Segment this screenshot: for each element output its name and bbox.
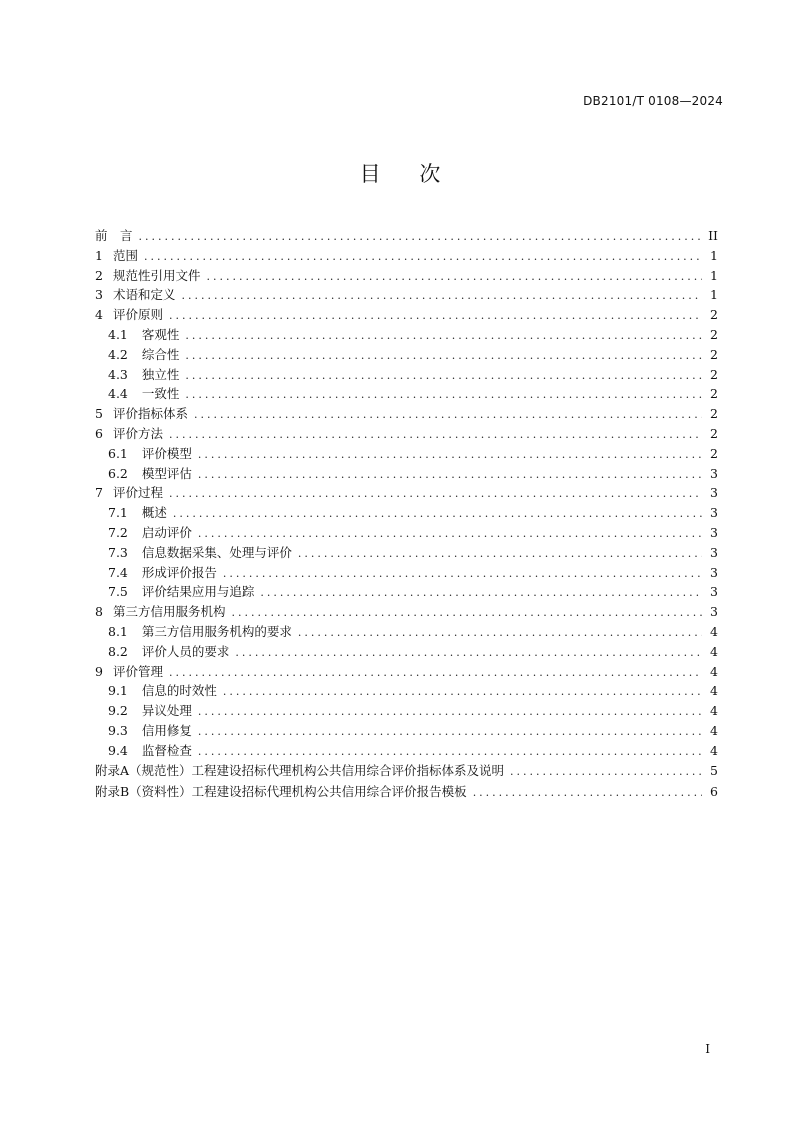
toc-entry-title: 评价结果应用与追踪 <box>141 584 255 600</box>
toc-entry-title: 评价指标体系 <box>112 406 188 422</box>
toc-entry-title: 前 言 <box>95 228 133 243</box>
toc-entry-title: 概述 <box>141 505 167 521</box>
toc-entry-page: 3 <box>710 505 718 521</box>
toc-leader-dots <box>198 448 702 461</box>
toc-entry-number: 8 <box>95 604 103 620</box>
toc-entry-number: 8.2 <box>108 643 128 659</box>
toc-entry[interactable] <box>95 563 718 583</box>
toc-entry-title: 评价原则 <box>112 307 163 323</box>
toc-leader-dots <box>194 408 702 421</box>
toc-entry-title: 第三方信用服务机构 <box>112 604 226 620</box>
toc-leader-dots <box>198 745 702 758</box>
toc-entry-page: 3 <box>710 544 718 560</box>
toc-entry-number: 4.4 <box>108 386 128 402</box>
toc-entry[interactable] <box>95 543 718 563</box>
toc-entry-title: 监督检查 <box>141 742 192 758</box>
toc-entry-number: 6.1 <box>108 445 128 461</box>
toc-entry-title: 模型评估 <box>141 465 192 481</box>
toc-leader-dots <box>231 606 702 619</box>
toc-entry-title: 评价模型 <box>141 445 192 461</box>
toc-leader-dots <box>260 586 702 599</box>
toc-entry-page: 2 <box>710 386 718 402</box>
toc-entry-number: 7.3 <box>108 544 128 560</box>
toc-leader-dots <box>139 230 702 243</box>
toc-entry-title: 独立性 <box>141 366 180 382</box>
toc-entry-title: 形成评价报告 <box>141 564 217 580</box>
toc-entry[interactable] <box>95 741 718 761</box>
toc-leader-dots <box>185 369 702 382</box>
toc-entry-number: 7 <box>95 485 103 501</box>
toc-entry-page: II <box>708 228 718 243</box>
toc-entry[interactable] <box>95 582 718 602</box>
toc-entry-title: 规范性引用文件 <box>112 267 201 283</box>
toc-entry-number: 9.4 <box>108 742 128 758</box>
toc-entry[interactable] <box>95 681 718 701</box>
toc-entry-page: 2 <box>710 445 718 461</box>
toc-leader-dots <box>169 309 702 322</box>
toc-leader-dots <box>298 626 702 639</box>
toc-entry-number: 9 <box>95 663 103 679</box>
toc-entry-title: 范围 <box>112 247 138 263</box>
toc-leader-dots <box>181 289 702 302</box>
toc-entry[interactable] <box>95 761 718 783</box>
toc-entry-page: 3 <box>710 524 718 540</box>
toc-entry-title: 评价人员的要求 <box>141 643 230 659</box>
toc-entry-page: 1 <box>710 287 718 303</box>
toc-entry-page: 4 <box>710 703 718 719</box>
toc-entry-title: 评价管理 <box>112 663 163 679</box>
toc-entry[interactable] <box>95 782 718 804</box>
toc-leader-dots <box>198 468 702 481</box>
toc-leader-dots <box>144 250 702 263</box>
toc-leader-dots <box>169 487 702 500</box>
toc-entry-number: 3 <box>95 287 103 303</box>
toc-entry-number: 7.2 <box>108 524 128 540</box>
toc-entry-number: 8.1 <box>108 623 128 639</box>
toc-leader-dots <box>169 428 702 441</box>
toc-entry-number: 9.2 <box>108 703 128 719</box>
toc-entry[interactable] <box>95 503 718 523</box>
toc-leader-dots <box>473 786 702 799</box>
toc-entry[interactable] <box>95 424 718 444</box>
toc-entry-page: 1 <box>710 247 718 263</box>
toc-entry-number: 2 <box>95 267 103 283</box>
table-of-contents <box>95 226 718 804</box>
toc-entry-page: 6 <box>710 784 718 800</box>
toc-entry[interactable] <box>95 404 718 424</box>
toc-entry-number: 4.2 <box>108 346 128 362</box>
page-title: 目 次 <box>359 162 457 186</box>
page-number: I <box>705 1042 710 1056</box>
toc-entry-title: 客观性 <box>141 326 180 342</box>
toc-entry-page: 2 <box>710 425 718 441</box>
toc-entry[interactable] <box>95 266 718 286</box>
toc-entry-title: 评价方法 <box>112 425 163 441</box>
toc-entry-number: 1 <box>95 247 103 263</box>
toc-entry-title: 一致性 <box>141 386 180 402</box>
toc-entry-page: 2 <box>710 366 718 382</box>
toc-entry-page: 2 <box>710 406 718 422</box>
toc-leader-dots <box>510 765 702 778</box>
toc-entry-page: 4 <box>710 663 718 679</box>
toc-leader-dots <box>198 705 702 718</box>
toc-leader-dots <box>206 270 702 283</box>
toc-entry-number: 6 <box>95 425 103 441</box>
toc-entry-page: 4 <box>710 623 718 639</box>
toc-entry[interactable] <box>95 483 718 503</box>
toc-entry-title: 综合性 <box>141 346 180 362</box>
toc-entry-page: 4 <box>710 683 718 699</box>
toc-leader-dots <box>235 646 702 659</box>
toc-entry-page: 3 <box>710 564 718 580</box>
toc-leader-dots <box>223 685 702 698</box>
toc-entry[interactable] <box>95 701 718 721</box>
toc-entry[interactable] <box>95 662 718 682</box>
toc-leader-dots <box>185 388 702 401</box>
toc-entry-title: 信息数据采集、处理与评价 <box>141 544 292 560</box>
toc-entry-number: 7.1 <box>108 505 128 521</box>
toc-entry[interactable] <box>95 444 718 464</box>
toc-entry-page: 2 <box>710 307 718 323</box>
toc-entry-page: 4 <box>710 722 718 738</box>
toc-entry-title: 附录B（资料性）工程建设招标代理机构公共信用综合评价报告模板 <box>95 784 467 800</box>
toc-entry[interactable] <box>95 602 718 622</box>
toc-entry[interactable] <box>95 464 718 484</box>
toc-entry-title: 第三方信用服务机构的要求 <box>141 623 292 639</box>
toc-entry-number: 4 <box>95 307 103 323</box>
toc-entry-title: 评价过程 <box>112 485 163 501</box>
toc-entry-page: 3 <box>710 485 718 501</box>
toc-entry-page: 1 <box>710 267 718 283</box>
toc-entry[interactable] <box>95 622 718 642</box>
toc-entry-title: 附录A（规范性）工程建设招标代理机构公共信用综合评价指标体系及说明 <box>95 762 505 778</box>
toc-entry-number: 7.4 <box>108 564 128 580</box>
toc-entry[interactable] <box>95 325 718 345</box>
toc-entry[interactable] <box>95 365 718 385</box>
toc-leader-dots <box>173 507 702 520</box>
toc-entry-page: 2 <box>710 326 718 342</box>
toc-entry-title: 信息的时效性 <box>141 683 217 699</box>
toc-entry-page: 3 <box>710 465 718 481</box>
toc-entry[interactable] <box>95 345 718 365</box>
toc-entry[interactable] <box>95 523 718 543</box>
toc-leader-dots <box>185 349 702 362</box>
doc-code: DB2101/T 0108—2024 <box>583 94 723 108</box>
toc-entry-title: 信用修复 <box>141 722 192 738</box>
toc-entry-number: 9.1 <box>108 683 128 699</box>
toc-entry-page: 3 <box>710 604 718 620</box>
toc-leader-dots <box>198 527 702 540</box>
toc-leader-dots <box>169 666 702 679</box>
toc-entry-number: 6.2 <box>108 465 128 481</box>
toc-entry-number: 7.5 <box>108 584 128 600</box>
toc-entry[interactable] <box>95 305 718 325</box>
toc-entry[interactable] <box>95 384 718 404</box>
toc-entry[interactable] <box>95 246 718 266</box>
toc-entry-title: 术语和定义 <box>112 287 176 303</box>
toc-entry-number: 5 <box>95 406 103 422</box>
toc-entry[interactable] <box>95 642 718 662</box>
toc-entry-page: 4 <box>710 742 718 758</box>
toc-leader-dots <box>298 547 702 560</box>
toc-entry-page: 5 <box>710 762 718 778</box>
toc-entry-page: 2 <box>710 346 718 362</box>
toc-entry-number: 4.3 <box>108 366 128 382</box>
toc-leader-dots <box>198 725 702 738</box>
toc-entry-title: 异议处理 <box>141 703 192 719</box>
toc-entry-number: 9.3 <box>108 722 128 738</box>
toc-leader-dots <box>223 567 702 580</box>
toc-entry[interactable] <box>95 226 718 246</box>
toc-leader-dots <box>185 329 702 342</box>
toc-entry-page: 3 <box>710 584 718 600</box>
toc-entry-number: 4.1 <box>108 326 128 342</box>
toc-entry-page: 4 <box>710 643 718 659</box>
toc-entry-title: 启动评价 <box>141 524 192 540</box>
toc-entry[interactable] <box>95 285 718 305</box>
toc-entry[interactable] <box>95 721 718 741</box>
